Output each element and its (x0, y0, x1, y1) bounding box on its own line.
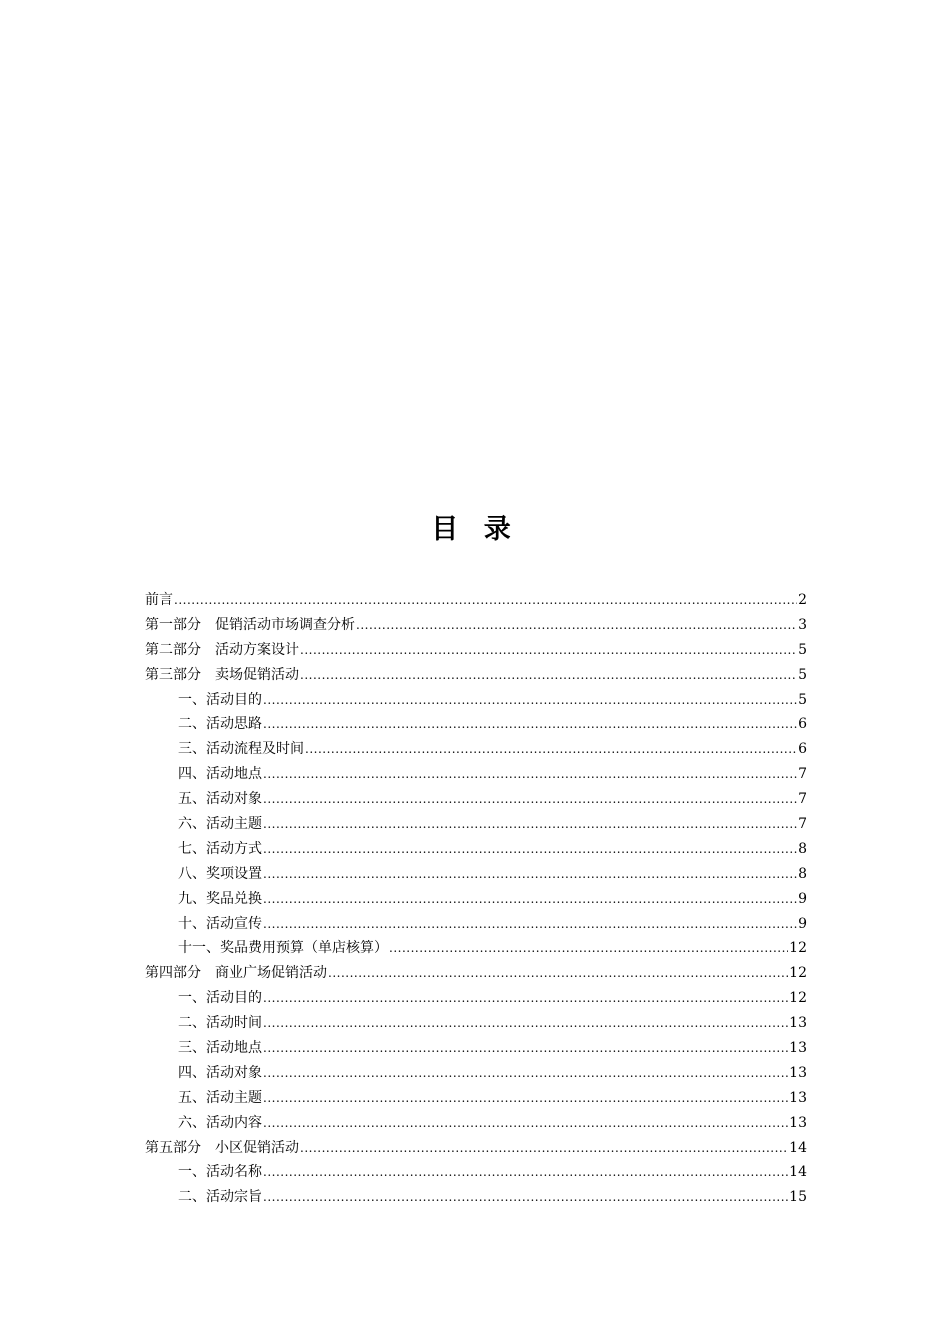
toc-entry-label: 九、奖品兑换 (178, 890, 262, 907)
toc-entry-label: 三、活动地点 (178, 1040, 262, 1057)
toc-entry[interactable] (145, 1036, 807, 1061)
toc-leader-dots (263, 762, 797, 787)
toc-leader-dots (263, 1086, 788, 1111)
toc-entry[interactable] (145, 1136, 807, 1161)
toc-entry-label: 六、活动内容 (178, 1114, 262, 1131)
toc-entry[interactable] (145, 912, 807, 937)
toc-leader-dots (263, 812, 797, 837)
toc-entry-label: 第四部分 商业广场促销活动 (145, 965, 327, 982)
toc-entry-page-number: 8 (798, 840, 807, 857)
toc-entry-label: 第五部分 小区促销活动 (145, 1139, 299, 1156)
toc-entry-label: 一、活动目的 (178, 691, 262, 708)
toc-entry-page-number: 12 (789, 940, 807, 957)
toc-entry-page-number: 7 (798, 791, 807, 808)
table-of-contents (145, 588, 807, 1210)
toc-entry-label: 八、奖项设置 (178, 865, 262, 882)
toc-entry-page-number: 7 (798, 816, 807, 833)
toc-entry-label: 第三部分 卖场促销活动 (145, 666, 299, 683)
toc-leader-dots (263, 1036, 788, 1061)
toc-entry-page-number: 5 (798, 666, 807, 683)
toc-entry-page-number: 5 (798, 641, 807, 658)
toc-leader-dots (263, 1160, 788, 1185)
toc-entry-page-number: 14 (789, 1164, 807, 1181)
toc-entry[interactable] (145, 887, 807, 912)
toc-entry-page-number: 13 (789, 1089, 807, 1106)
toc-entry-page-number: 5 (798, 691, 807, 708)
toc-entry[interactable] (145, 712, 807, 737)
toc-entry-page-number: 3 (798, 616, 807, 633)
toc-entry-page-number: 7 (798, 766, 807, 783)
toc-entry-page-number: 15 (789, 1189, 807, 1206)
toc-entry[interactable] (145, 1111, 807, 1136)
toc-leader-dots (263, 986, 788, 1011)
toc-entry[interactable] (145, 638, 807, 663)
toc-entry[interactable] (145, 787, 807, 812)
toc-leader-dots (263, 1061, 788, 1086)
toc-entry[interactable] (145, 688, 807, 713)
toc-entry-page-number: 13 (789, 1114, 807, 1131)
toc-entry[interactable] (145, 737, 807, 762)
toc-entry[interactable] (145, 986, 807, 1011)
toc-entry[interactable] (145, 812, 807, 837)
toc-leader-dots (263, 862, 797, 887)
toc-entry-label: 一、活动目的 (178, 990, 262, 1007)
toc-entry-page-number: 2 (798, 592, 807, 608)
toc-leader-dots (263, 787, 797, 812)
toc-leader-dots (263, 887, 797, 912)
toc-leader-dots (356, 613, 797, 638)
toc-entry-page-number: 12 (789, 990, 807, 1007)
toc-leader-dots (174, 588, 797, 613)
toc-entry-label: 六、活动主题 (178, 816, 262, 833)
toc-entry-label: 七、活动方式 (178, 840, 262, 857)
toc-entry-page-number: 9 (798, 915, 807, 932)
toc-entry-label: 二、活动时间 (178, 1015, 262, 1032)
toc-entry[interactable] (145, 961, 807, 986)
toc-entry-page-number: 6 (798, 716, 807, 733)
toc-leader-dots (263, 688, 797, 713)
toc-entry-page-number: 6 (798, 741, 807, 758)
toc-entry-label: 十一、奖品费用预算（单店核算） (178, 940, 388, 957)
toc-entry[interactable] (145, 936, 807, 961)
toc-leader-dots (305, 737, 797, 762)
toc-entry-label: 四、活动对象 (178, 1064, 262, 1081)
toc-leader-dots (263, 1185, 788, 1210)
toc-entry-label: 一、活动名称 (178, 1164, 262, 1181)
toc-entry-label: 五、活动对象 (178, 791, 262, 808)
toc-title: 目 录 (431, 514, 519, 545)
toc-leader-dots (300, 663, 797, 688)
toc-leader-dots (300, 1136, 788, 1161)
toc-entry[interactable] (145, 1011, 807, 1036)
toc-entry[interactable] (145, 663, 807, 688)
toc-entry-label: 第一部分 促销活动市场调查分析 (145, 616, 355, 633)
toc-leader-dots (263, 712, 797, 737)
toc-entry-label: 二、活动宗旨 (178, 1189, 262, 1206)
toc-entry-page-number: 8 (798, 865, 807, 882)
toc-entry-page-number: 14 (789, 1139, 807, 1156)
toc-entry[interactable] (145, 762, 807, 787)
toc-entry-label: 二、活动思路 (178, 716, 262, 733)
toc-entry[interactable] (145, 1160, 807, 1185)
toc-entry[interactable] (145, 613, 807, 638)
toc-leader-dots (263, 912, 797, 937)
toc-entry[interactable] (145, 1061, 807, 1086)
toc-leader-dots (389, 936, 788, 961)
toc-entry-page-number: 13 (789, 1040, 807, 1057)
toc-entry-label: 第二部分 活动方案设计 (145, 641, 299, 658)
toc-entry[interactable] (145, 1086, 807, 1111)
toc-entry-page-number: 12 (789, 965, 807, 982)
toc-entry-page-number: 13 (789, 1064, 807, 1081)
toc-entry[interactable] (145, 837, 807, 862)
toc-entry-page-number: 13 (789, 1015, 807, 1032)
toc-leader-dots (263, 837, 797, 862)
toc-leader-dots (263, 1111, 788, 1136)
toc-entry[interactable] (145, 1185, 807, 1210)
toc-leader-dots (300, 638, 797, 663)
toc-entry-label: 三、活动流程及时间 (178, 741, 304, 758)
toc-leader-dots (328, 961, 788, 986)
toc-leader-dots (263, 1011, 788, 1036)
toc-entry-page-number: 9 (798, 890, 807, 907)
toc-entry-label: 五、活动主题 (178, 1089, 262, 1106)
toc-entry[interactable] (145, 862, 807, 887)
toc-entry-label: 四、活动地点 (178, 766, 262, 783)
toc-entry[interactable] (145, 588, 807, 613)
toc-entry-label: 前言 (145, 592, 173, 608)
toc-entry-label: 十、活动宣传 (178, 915, 262, 932)
